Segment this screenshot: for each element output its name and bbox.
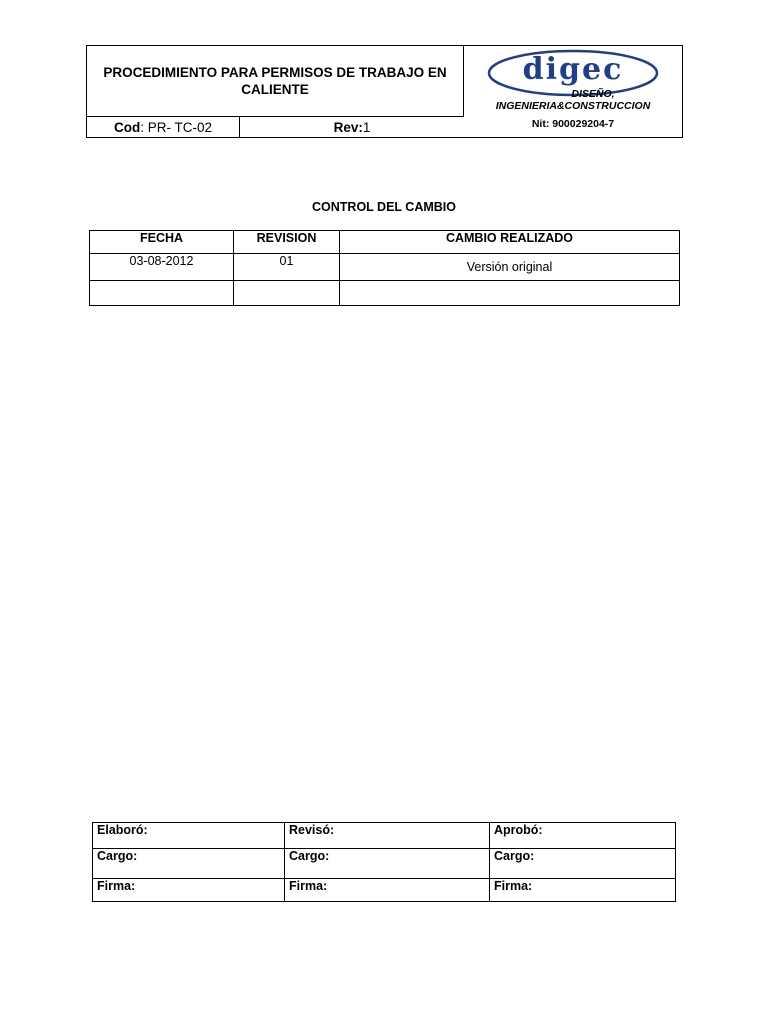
column-header-fecha: FECHA <box>90 231 234 254</box>
table-row <box>93 823 676 849</box>
column-header-cambio: CAMBIO REALIZADO <box>340 231 680 254</box>
table-row <box>93 879 676 902</box>
table-header-row <box>90 231 680 254</box>
cargo-cell: Cargo: <box>285 849 490 879</box>
cargo-cell: Cargo: <box>93 849 285 879</box>
cell-cambio: Versión original <box>340 254 680 281</box>
document-revision: Rev: 1 <box>333 119 371 135</box>
cell-fecha: 03-08-2012 <box>90 254 234 281</box>
change-control-title: CONTROL DEL CAMBIO <box>312 200 456 214</box>
cell-fecha <box>90 281 234 306</box>
cell-cambio <box>340 281 680 306</box>
cargo-cell: Cargo: <box>490 849 676 879</box>
change-control-table <box>89 230 680 306</box>
signature-table <box>92 822 676 902</box>
table-row <box>90 281 680 306</box>
firma-cell: Firma: <box>285 879 490 902</box>
cell-revision <box>234 281 340 306</box>
reviso-cell: Revisó: <box>285 823 490 849</box>
document-code: Cod : PR- TC-02 <box>87 117 240 137</box>
company-tagline: DISEÑO, INGENIERIA&CONSTRUCCION <box>495 88 651 112</box>
elaboro-cell: Elaboró: <box>93 823 285 849</box>
company-nit: Nit: 900029204-7 <box>531 118 615 130</box>
document-title: PROCEDIMIENTO PARA PERMISOS DE TRABAJO EN CALIENTE <box>87 46 464 116</box>
aprobo-cell: Aprobó: <box>490 823 676 849</box>
company-logo-box <box>465 46 681 137</box>
cell-revision: 01 <box>234 254 340 281</box>
table-row <box>90 254 680 281</box>
table-row <box>93 849 676 879</box>
logo-wordmark: digec <box>522 52 624 87</box>
firma-cell: Firma: <box>490 879 676 902</box>
column-header-revision: REVISION <box>234 231 340 254</box>
firma-cell: Firma: <box>93 879 285 902</box>
document-header <box>86 45 683 138</box>
